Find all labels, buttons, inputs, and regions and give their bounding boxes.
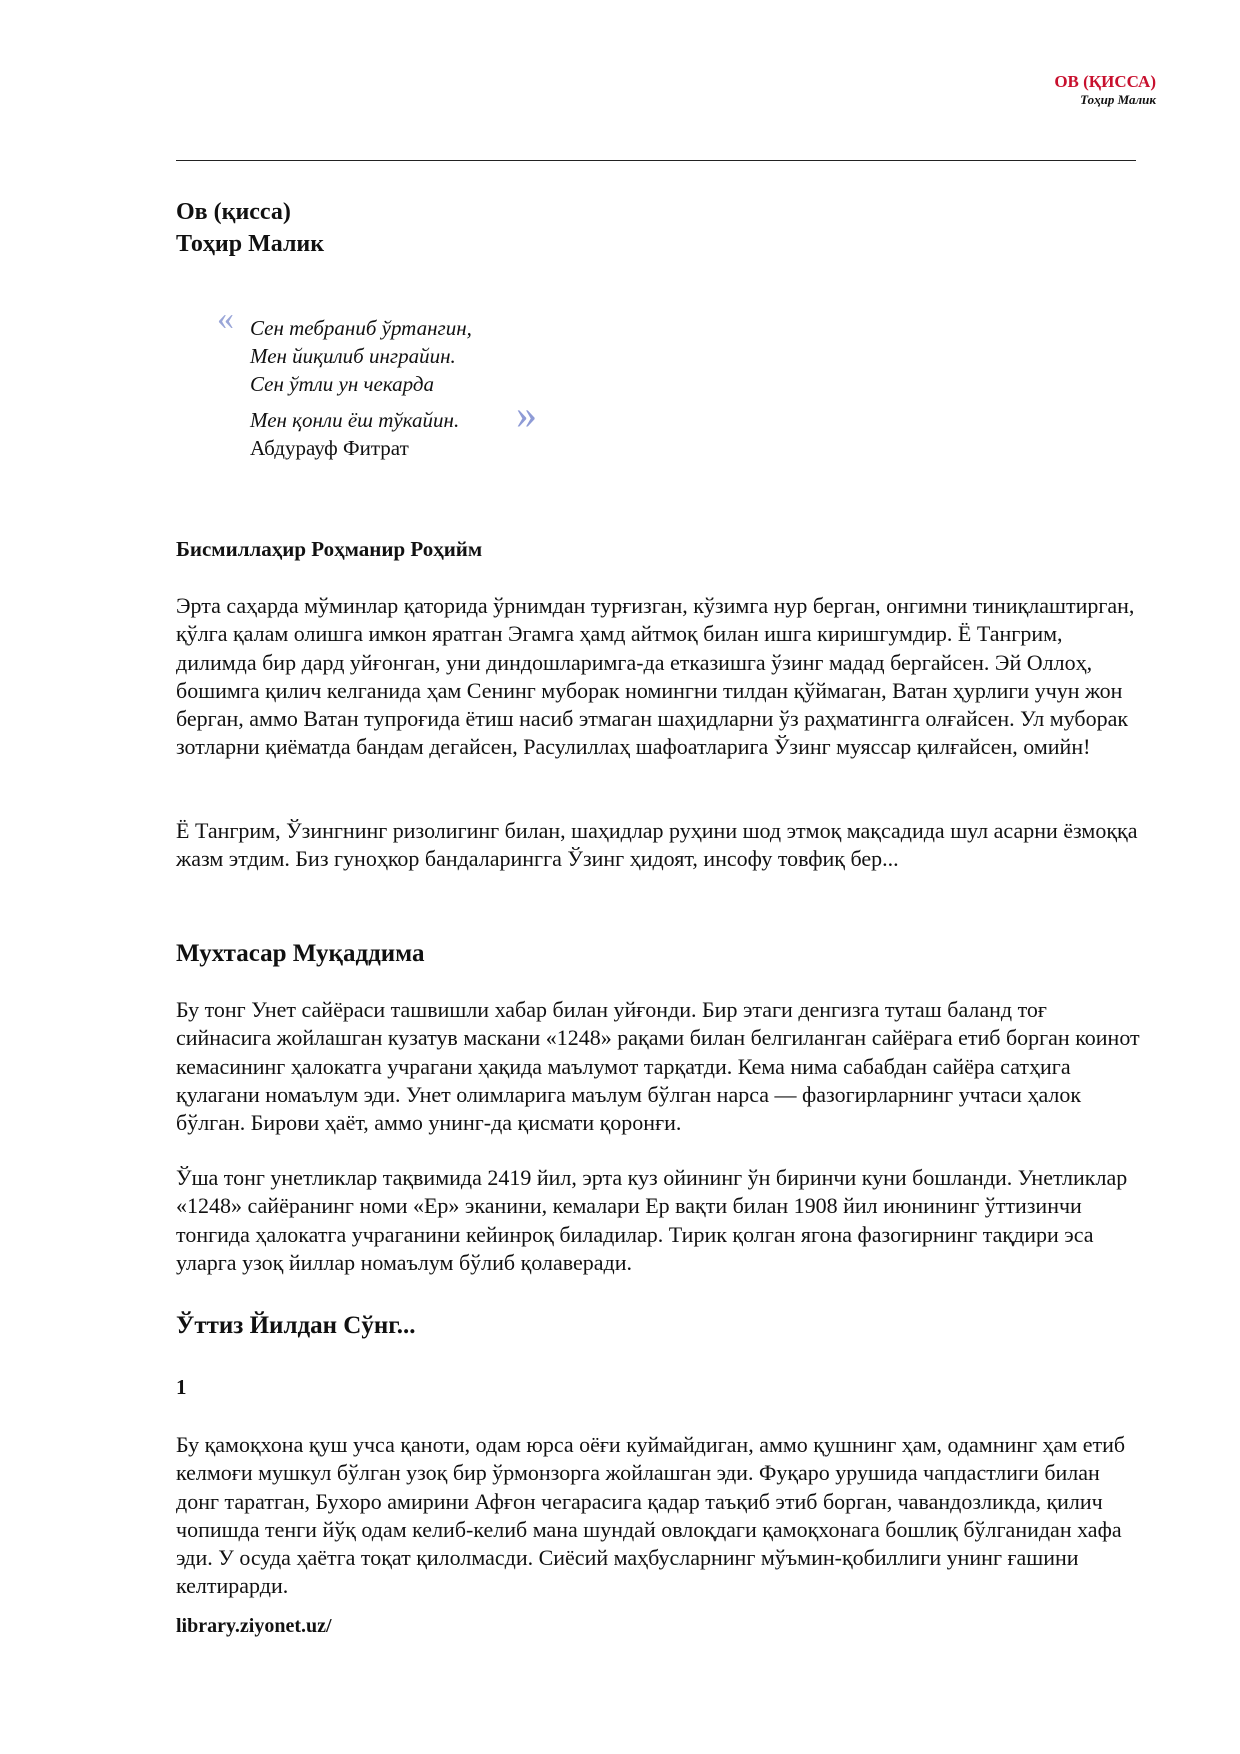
chapter-paragraph: Бу қамоқхона қуш учса қаноти, одам юрса оёғи куймайдиган, аммо қушнинг ҳам, одамнинг ҳам етиб келмоғи мушкул бўлган узоқ бир ўрмонзорга жойлашган эди. Фуқаро урушида чапдастлиги билан донг таратган, Бухоро амирини Афғон чегарасига қадар таъқиб этиб борган, чавандозликда, қилич чопишда тенги йўқ одам келиб-келиб мана шундай овлоқдаги қамоқхонага бошлиқ бўлганидан хафа эди. У осуда ҳаётга тоқат қилолмасди. Сиёсий маҳбусларнинг мўъмин-қобиллиги унинг ғашини келтирарди. bbox=[176, 1432, 1126, 1599]
chapter-heading: Ўттиз Йилдан Сўнг... bbox=[176, 1312, 416, 1339]
header-divider bbox=[176, 160, 1136, 161]
document-title-block bbox=[176, 196, 324, 260]
chapter-number: 1 bbox=[176, 1375, 187, 1399]
document-author: Тоҳир Малик bbox=[176, 231, 325, 257]
intro-paragraph: Эрта саҳарда мўминлар қаторида ўрнимдан турғизган, кўзимга нур берган, онгимни тиниқлаштирган, қўлга қалам олишга имкон яратган Эгамга ҳамд айтмоқ билан ишга киришгумдир. Ё Тангрим, дилимда бир дард уйғонган, уни диндошларимга-да етказишга ўзинг мадад бергайсен. Эй Оллоҳ, бошимга қилич келганида ҳам Сенинг муборак номингни тилдан қўймаган, Ватан ҳурлиги учун жон берган, аммо Ватан тупроғида ётиш насиб этмаган шаҳидларни ўз раҳматингга олғайсен. Ул муборак зотларни қиёматда бандам дегайсен, Расулиллаҳ шафоатларига Ўзинг муяссар қилғайсен, омийн! bbox=[176, 593, 1135, 760]
bismillah-heading: Бисмиллаҳир Роҳманир Роҳийм bbox=[176, 537, 483, 561]
epigraph-attribution: Абдурауф Фитрат bbox=[250, 436, 409, 460]
epigraph-line: Мен қонли ёш тўкайин. bbox=[250, 408, 460, 432]
preface-paragraph: Ўша тонг унетликлар тақвимида 2419 йил, эрта куз ойининг ўн биринчи куни бошланди. Унетликлар «1248» сайёранинг номи «Ер» эканини, кемалари Ер вақти билан 1908 йил июнининг ўттизинчи тонгида ҳалокатга учраганини кейинроқ биладилар. Тирик қолган ягона фазогирнинг тақдири эса уларга узоқ йиллар номаълум бўлиб қолаверади. bbox=[176, 1165, 1128, 1275]
running-header-title: ОВ (ҚИССА) bbox=[1054, 72, 1156, 91]
epigraph-line: Мен йиқилиб инграйин. bbox=[250, 344, 456, 368]
running-header bbox=[1054, 72, 1156, 108]
epigraph bbox=[250, 314, 472, 462]
footer-url: library.ziyonet.uz/ bbox=[176, 1615, 332, 1637]
close-quote-mark: » bbox=[516, 392, 537, 438]
preface-heading: Мухтасар Муқаддима bbox=[176, 940, 425, 967]
open-quote-mark: « bbox=[217, 300, 234, 337]
preface-paragraph: Бу тонг Унет сайёраси ташвишли хабар билан уйғонди. Бир этаги денгизга туташ баланд тоғ сийнасига жойлашган кузатув маскани «1248» рақами билан белгиланган сайёрага етиб борган коинот кемасининг ҳалокатга учрагани ҳақида маълумот тарқатди. Кема нима сабабдан сайёра сатҳига қулагани номаълум эди. Унет олимларига маълум бўлган нарса — фазогирларнинг учтаси ҳалок бўлган. Бирови ҳаёт, аммо унинг-да қисмати қоронғи. bbox=[176, 997, 1140, 1136]
intro-paragraph: Ё Тангрим, Ўзингнинг ризолигинг билан, шаҳидлар руҳини шод этмоқ мақсадида шул асарни ёзмоққа жазм этдим. Биз гуноҳкор бандаларингга Ўзинг ҳидоят, инсофу товфиқ бер... bbox=[176, 818, 1138, 872]
epigraph-line: Сен тебраниб ўртангин, bbox=[250, 316, 472, 340]
epigraph-line: Сен ўтли ун чекарда bbox=[250, 372, 435, 396]
running-header-author: Тоҳир Малик bbox=[1080, 92, 1156, 108]
document-title: Ов (қисса) bbox=[176, 199, 291, 225]
